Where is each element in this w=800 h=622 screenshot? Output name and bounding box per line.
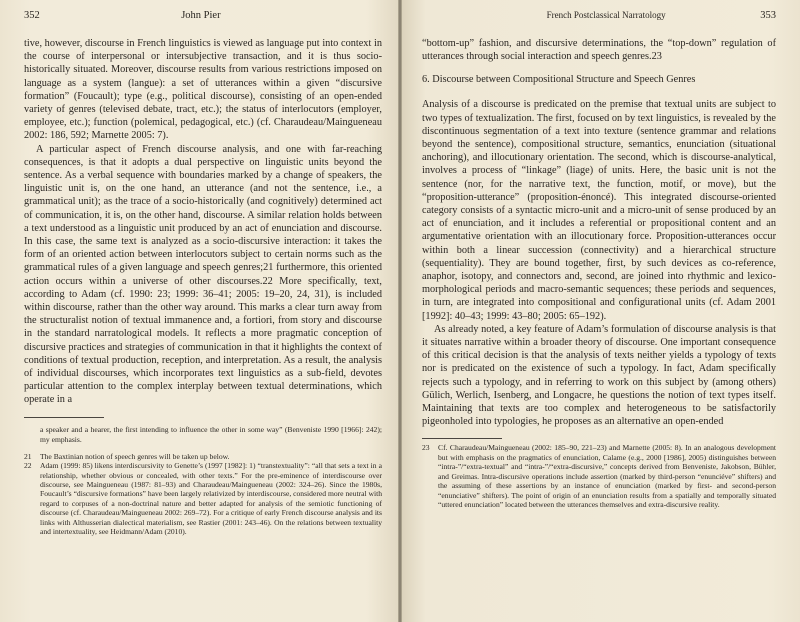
left-footnotes [24, 425, 382, 536]
left-body-text [24, 37, 382, 407]
footnote-number: 22 [24, 461, 32, 471]
right-paragraph: As already noted, a key feature of Adam’s formulation of discourse analysis is that it situates narrative within a broader theory of discourse. One important consequence of this critical decision is that the analysis of texts neither yields a typology of texts nor is predicated on the existence of such a typology. In fact, Adam specifically rejects such a typology, and in referring to work on this subject by (among others) Gülich, Werlich, Isenberg, and Longacre, he questions the notion of text types itself. Maintaining that texts are too complex and heterogeneous to be satisfactorily pigeonholed into typologies, he proposes as an alternative an open-ended [422, 323, 776, 428]
header-spacer [362, 10, 382, 21]
section-heading: 6. Discourse between Compositional Structure and Speech Genres [422, 74, 696, 86]
footnote-number: 21 [24, 451, 32, 461]
right-body-text [422, 37, 776, 428]
left-page-header [24, 10, 382, 21]
footnote-21 [24, 452, 382, 461]
left-page-number: 352 [24, 10, 40, 21]
footnote-continuation: a speaker and a hearer, the first intending to influence the other in some way” (Benveniste 1990 [1966]: 242); my emphasis. [40, 425, 382, 444]
right-paragraph: Analysis of a discourse is predicated on the premise that textual units are subject to two types of textualization. The first, focused on by text linguistics, is revealed by the discontinuous segmentation of a text into texture (sentence grammar and relations beyond the sentence), compositional structure, semantics, enunciation (situational anchoring), and illocutionary orientation. The second, which is discourse-analytical, involves a process of “linkage” (liage) of units. Here, the basic unit is not the sentence (nor, for the narrative text, the function, motif, or move), but the “proposition-utterance” (proposition-énoncé). This integrated discourse-oriented category consists of a syntactic micro-unit and a micro-unit of sense produced by an act of enunciation, and it includes a referential or propositional content and an argumentative orientation with an illocutionary force. Proposition-utterances occur within both a linear succession (connectivity) and a hierarchical structure (sequentiality). They are bound together, first, by such devices as co-reference, anaphor, isotopy, and connectors and, second, are joined into rhythmic and lexico-morphological periods and macro-semantic sequences; these periods and sequences, in turn, are integrated into compositional and configurational units (cf. Adam 2001 [1992]: 40–43; 1999: 43–80; 2005: 65–192). [422, 99, 776, 322]
footnote-number: 23 [422, 443, 430, 453]
right-page [402, 0, 800, 622]
left-page [0, 0, 398, 622]
footnote-text: The Baxtinian notion of speech genres will be taken up below. [40, 451, 230, 461]
footnote-22 [24, 461, 382, 536]
right-footnotes [422, 443, 776, 509]
right-page-number: 353 [760, 10, 776, 21]
footnote-text: Adam (1999: 85) likens interdiscursivity to Genette’s (1997 [1982]: 1) “transtextuality”: “all that sets a text in a relationship, whether obvious or concealed, with other texts.” For the pre-eminence of interdiscourse over discourse, see Maingueneau (1987: 81–93) and Charaudeau/Maingueneau (2002: 324–26). Since the 1980s, Foucault’s “discursive formations” have been largely relativized by interdiscourse, considered more neutral with regard to corpuses of a non-doctrinal nature and better adapted for analysis of the semiotic functioning of discourse (cf. Charaudeau/Maingueneau 2002: 269–72). For a critique of early French discourse analysis and its links with Althusserian dialectical materialism, see Rastier (2001: 243–46). On the relations between textuality and intertextuality, see Heidmann/Adam (2010). [40, 461, 382, 536]
right-page-header [422, 10, 776, 21]
footnote-rule [422, 438, 502, 439]
right-opening-paragraph: “bottom-up” fashion, and discursive determinations, the “top-down” regulation of utterances through social interaction and speech genres.23 [422, 38, 776, 63]
left-running-head: John Pier [181, 10, 221, 21]
footnote-text: Cf. Charaudeau/Maingueneau (2002: 185–90, 221–23) and Marnette (2005: 8). In an analogous development but with emphasis on the pragmatics of enunciation, Calame (e.g., 2000 [1986], 2005) distinguishes between “intra-”/“extra-textual” and “intra-”/“extra-discursive,” concepts derived from Benveniste, Jakobson, Bühler, and Greimas. Intra-discursive operations include assertion (marked by third-person “enunciéve” shifters) and the assuming of these assertions by an instance of enunciation (marked by first- and second-person “enunciative” shifters). The point of origin of an enunciation results from a spatially and temporally situated “uttered enunciation” located between the utterances themselves and extra-discursive reality. [438, 443, 776, 509]
left-paragraph: tive, however, discourse in French linguistics is viewed as language put into context in the course of interpersonal or intersubjective transaction, and it is thus socio-historically situated. Moreover, discourse results from various restrictions imposed on language as a system (langue): a set of utterances within a given “discursive formation” (Foucault); type (e.g., political discourse), consisting of an open-ended variety of genres (televised debate, tract, etc.); the status of interlocutors (employer, employee, etc.); function (polemical, pedagogical, etc.) (cf. Charaudeau/Maingueneau 2002: 186, 592; Marnette 2005: 7). [24, 38, 382, 142]
left-paragraph: A particular aspect of French discourse analysis, and one with far-reaching consequences, is that it adopts a dual perspective on linguistic units beyond the sentence. As a verbal sequence with boundaries marked by a change of speakers, the linguistic unit is, on the one hand, an utterance (and not the sentence, i.e., a grammatical unit); as the trace of a socio-historically (and cognitively) determined act of communication, it is, on the other hand, discourse. A similar relation holds between a text understood as a linguistic unit produced by an act of enunciation and discourse. In this case, the same text is analyzed as a socio-discursive interaction: it takes the form of an oriented action between interlocutors subject to certain norms such as the grammatical rules of a given language and speech genres;21 furthermore, this oriented action occurs within a universe of other discourses.22 More specifically, text, according to Adam (cf. 1990: 23; 1999: 36–41; 2005: 19–20, 24, 31), is included within discourse, rather than the other way around. This marks a clear turn away from the structuralist notion of textual immanence and, a fortiori, from story and discourse in the standard narratological models. It reflects a more pragmatic conception of discursive practices and strategies of communication in that it highlights the context of conditions of textual production, reception, and interpretation. As a result, the analysis of individual discourses, which incorporates text linguistics as a sub-field, devotes particular attention to the complex interplay between textual determinations, which operate in a [24, 143, 382, 406]
footnote-rule [24, 417, 104, 418]
right-running-head: French Postclassical Narratology [546, 10, 666, 20]
footnote-23 [422, 443, 776, 509]
